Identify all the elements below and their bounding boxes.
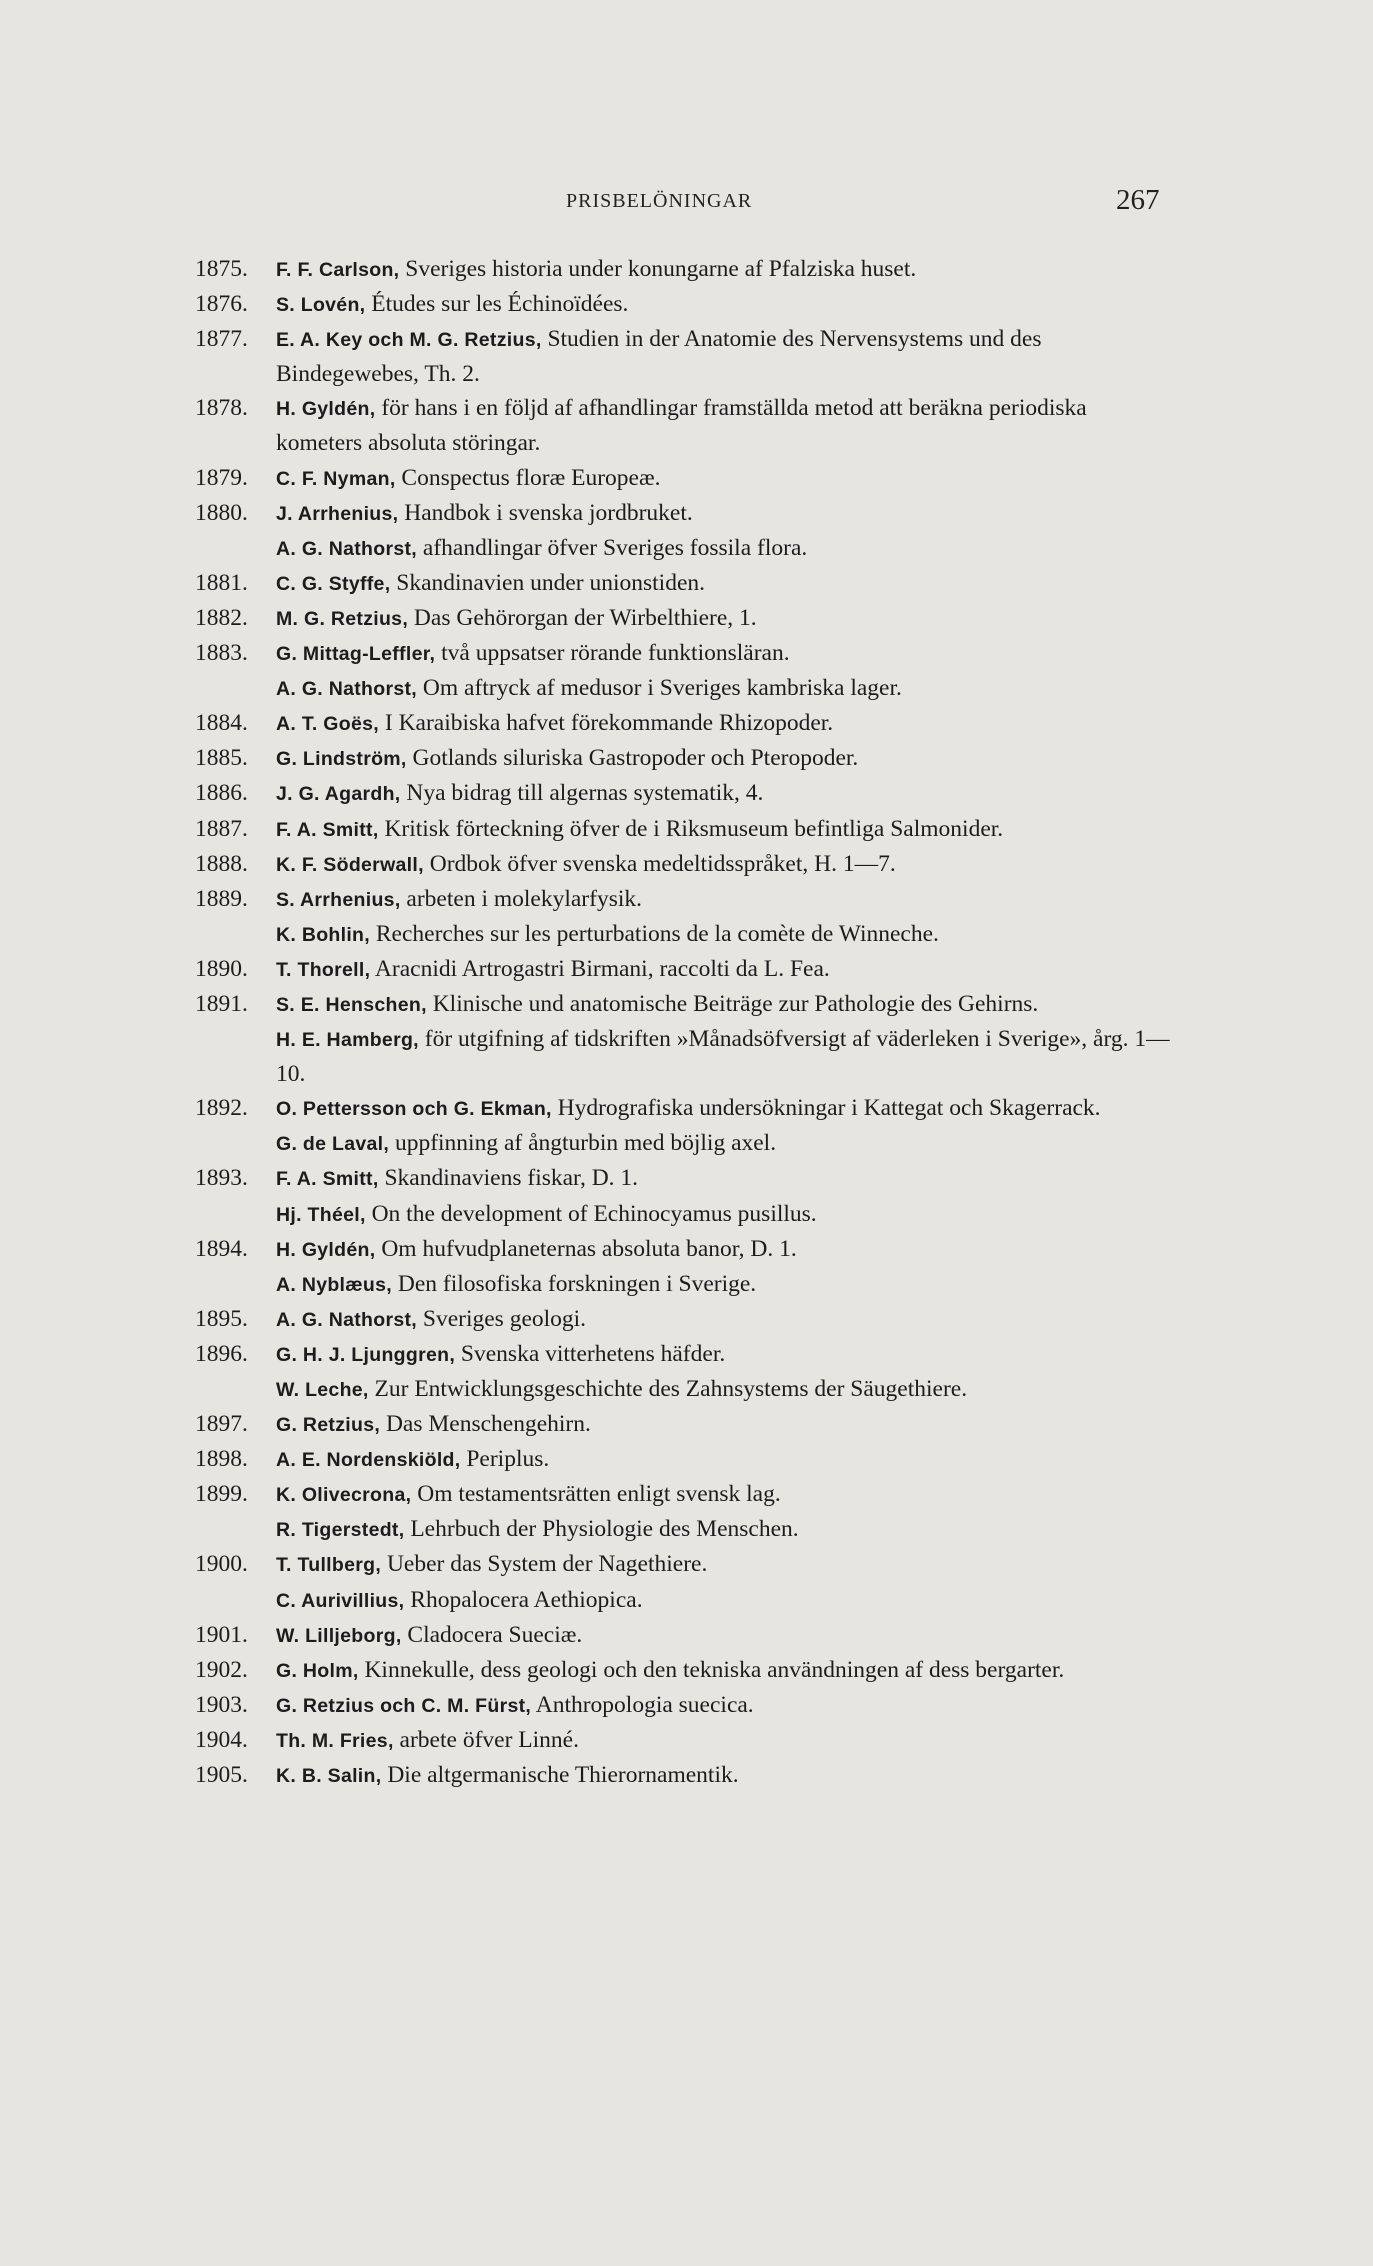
entry-author: H. Gyldén, [276, 1238, 376, 1261]
entry-work: Den filosofiska forskningen i Sverige. [397, 1270, 757, 1297]
entry-work: Periplus. [466, 1446, 550, 1473]
entry-author: O. Pettersson och G. Ekman, [276, 1098, 552, 1121]
entry-work: Aracnidi Artrogastri Birmani, raccolti da L. Fea. [374, 955, 830, 982]
entry-year: 1883. [195, 640, 248, 667]
entry-author: F. A. Smitt, [276, 1168, 379, 1191]
entry-work: Handbok i svenska jordbruket. [404, 499, 693, 526]
entry-author: A. T. Goës, [276, 713, 379, 736]
list-item [195, 1302, 1175, 1337]
list-item [195, 1407, 1175, 1442]
entry-author: G. de Laval, [276, 1133, 390, 1156]
list-item [195, 601, 1175, 636]
entry-work: Kritisk förteckning öfver de i Riksmuseum befintliga Salmonider. [384, 815, 1004, 842]
list-item [195, 1723, 1175, 1758]
list-item [195, 1442, 1175, 1477]
entry-work: Sveriges geologi. [422, 1305, 587, 1332]
entry-work: Cladocera Sueciæ. [407, 1621, 583, 1648]
entry-work: afhandlingar öfver Sveriges fossila flora. [422, 534, 808, 561]
entry-work: Das Menschengehirn. [385, 1411, 591, 1438]
list-item [195, 566, 1175, 601]
entry-year: 1891. [195, 990, 248, 1017]
entry-author: T. Thorell, [276, 958, 371, 981]
list-item [195, 882, 1175, 917]
entry-author: F. F. Carlson, [276, 259, 400, 281]
entry-year: 1886. [195, 780, 248, 807]
entry-author: C. F. Nyman, [276, 467, 396, 490]
entry-year: 1897. [195, 1411, 248, 1438]
list-item [195, 461, 1175, 496]
list-item [195, 391, 1175, 460]
entry-author: A. Nyblæus, [276, 1273, 392, 1296]
page-number: 267 [1116, 184, 1160, 216]
entry-work: Sveriges historia under konungarne af Pfalziska huset. [405, 256, 917, 282]
entry-year: 1888. [195, 850, 248, 877]
prize-list [195, 252, 1175, 1793]
entry-work: I Karaibiska hafvet förekommande Rhizopoder. [384, 710, 834, 737]
entry-year: 1894. [195, 1235, 248, 1262]
entry-author: W. Lilljeborg, [276, 1624, 402, 1647]
list-item [195, 1091, 1175, 1126]
list-item [195, 1022, 1175, 1091]
list-item [195, 917, 1175, 952]
entry-year: 1881. [195, 569, 248, 596]
entry-work: On the development of Echinocyamus pusillus. [371, 1200, 817, 1227]
entry-author: G. H. J. Ljunggren, [276, 1343, 456, 1366]
entry-work: två uppsatser rörande funktionsläran. [441, 640, 790, 667]
list-item [195, 741, 1175, 776]
entry-author: W. Leche, [276, 1379, 369, 1401]
entry-year: 1877. [195, 326, 248, 353]
entry-work: för utgifning af tidskriften »Månadsöfversigt af väderleken i Sverige», årg. 1—10. [276, 1026, 1170, 1088]
list-item [195, 1197, 1175, 1232]
entry-work: Hydrografiska undersökningar i Kattegat och Skagerrack. [557, 1095, 1101, 1122]
list-item [195, 1372, 1175, 1407]
entry-author: T. Tullberg, [276, 1554, 382, 1577]
list-item [195, 1583, 1175, 1618]
list-item [195, 1512, 1175, 1547]
entry-work: Svenska vitterhetens häfder. [460, 1340, 726, 1367]
list-item [195, 952, 1175, 987]
entry-year: 1882. [195, 604, 248, 631]
entry-work: Studien in der Anatomie des Nervensystems und des Bindegewebes, Th. 2. [276, 326, 1042, 388]
running-title: PRISBELÖNINGAR [566, 190, 753, 212]
entry-author: A. G. Nathorst, [276, 1308, 418, 1331]
entry-year: 1887. [195, 815, 248, 842]
entry-year: 1905. [195, 1762, 248, 1789]
entry-work: Gotlands siluriska Gastropoder och Pteropoder. [412, 745, 859, 772]
list-item [195, 1337, 1175, 1372]
entry-work: Études sur les Échinoïdées. [371, 291, 629, 318]
entry-author: S. Arrhenius, [276, 888, 401, 911]
list-item [195, 1688, 1175, 1723]
entry-year: 1885. [195, 745, 248, 772]
entry-year: 1903. [195, 1691, 248, 1718]
entry-work: för hans i en följd af afhandlingar framställda metod att beräkna periodiska kometers absoluta störingar. [276, 395, 1087, 457]
entry-author: S. E. Henschen, [276, 993, 427, 1016]
entry-year: 1880. [195, 499, 248, 526]
entry-author: F. A. Smitt, [276, 818, 379, 841]
entry-author: S. Lovén, [276, 294, 366, 317]
entry-year: 1900. [195, 1551, 248, 1578]
entry-author: Hj. Théel, [276, 1203, 366, 1226]
list-item [195, 496, 1175, 531]
entry-author: G. Mittag-Leffler, [276, 643, 436, 666]
entry-author: C. G. Styffe, [276, 572, 391, 595]
entry-year: 1876. [195, 291, 248, 318]
list-item [195, 322, 1175, 391]
list-item [195, 1126, 1175, 1161]
entry-work: Ordbok öfver svenska medeltidsspråket, H. 1—7. [429, 850, 896, 877]
entry-year: 1899. [195, 1481, 248, 1508]
entry-year: 1895. [195, 1305, 248, 1332]
list-item [195, 812, 1175, 847]
entry-work: Die altgermanische Thierornamentik. [387, 1762, 739, 1789]
entry-author: G. Lindström, [276, 748, 407, 771]
entry-work: Nya bidrag till algernas systematik, 4. [406, 780, 764, 807]
entry-author: C. Aurivillius, [276, 1589, 405, 1612]
entry-work: Ueber das System der Nagethiere. [386, 1551, 708, 1578]
entry-author: G. Holm, [276, 1659, 359, 1682]
entry-work: Om aftryck af medusor i Sveriges kambriska lager. [422, 675, 902, 702]
list-item [195, 847, 1175, 882]
entry-year: 1879. [195, 464, 248, 491]
list-item [195, 1618, 1175, 1653]
entry-work: uppfinning af ångturbin med böjlig axel. [394, 1130, 777, 1157]
entry-year: 1904. [195, 1726, 248, 1753]
entry-year: 1878. [195, 395, 248, 422]
list-item [195, 1547, 1175, 1582]
entry-author: G. Retzius, [276, 1414, 381, 1437]
entry-year: 1889. [195, 885, 248, 912]
entry-author: E. A. Key och M. G. Retzius, [276, 329, 542, 352]
entry-work: arbeten i molekylarfysik. [406, 885, 642, 912]
entry-author: M. G. Retzius, [276, 607, 409, 630]
list-item [195, 1267, 1175, 1302]
entry-author: A. E. Nordenskiöld, [276, 1449, 461, 1472]
entry-work: Rhopalocera Aethiopica. [410, 1586, 643, 1613]
list-item [195, 1161, 1175, 1196]
list-item [195, 287, 1175, 322]
list-item [195, 1758, 1175, 1793]
list-item [195, 1653, 1175, 1688]
entry-author: J. G. Agardh, [276, 783, 401, 806]
entry-author: G. Retzius och C. M. Fürst, [276, 1694, 532, 1717]
list-item [195, 776, 1175, 811]
entry-author: K. F. Söderwall, [276, 853, 424, 876]
entry-year: 1884. [195, 710, 248, 737]
entry-author: K. Bohlin, [276, 923, 370, 946]
entry-work: Zur Entwicklungsgeschichte des Zahnsystems der Säugethiere. [374, 1376, 968, 1402]
list-item [195, 636, 1175, 671]
entry-work: Das Gehörorgan der Wirbelthiere, 1. [413, 604, 757, 631]
entry-author: J. Arrhenius, [276, 502, 399, 525]
entry-year: 1901. [195, 1621, 248, 1648]
list-item [195, 252, 1175, 287]
entry-work: Kinnekulle, dess geologi och den tekniska användningen af dess bergarter. [364, 1656, 1065, 1683]
entry-work: Anthropologia suecica. [535, 1691, 754, 1718]
list-item [195, 671, 1175, 706]
list-item [195, 987, 1175, 1022]
entry-year: 1902. [195, 1656, 248, 1683]
entry-year: 1875. [195, 256, 248, 282]
entry-work: Klinische und anatomische Beiträge zur Pathologie des Gehirns. [432, 990, 1039, 1017]
entry-author: H. Gyldén, [276, 398, 376, 421]
entry-year: 1892. [195, 1095, 248, 1122]
list-item [195, 706, 1175, 741]
entry-work: Lehrbuch der Physiologie des Menschen. [410, 1516, 799, 1543]
entry-year: 1896. [195, 1340, 248, 1367]
entry-work: Recherches sur les perturbations de la comète de Winneche. [375, 920, 939, 947]
entry-author: A. G. Nathorst, [276, 678, 418, 701]
entry-work: arbete öfver Linné. [399, 1726, 579, 1753]
entry-year: 1893. [195, 1165, 248, 1192]
entry-work: Skandinavien under unionstiden. [396, 569, 706, 596]
list-item [195, 1232, 1175, 1267]
list-item [195, 1477, 1175, 1512]
entry-author: K. Olivecrona, [276, 1484, 412, 1507]
entry-work: Om testamentsrätten enligt svensk lag. [417, 1481, 781, 1508]
entry-work: Conspectus floræ Europeæ. [401, 464, 661, 491]
entry-work: Skandinaviens fiskar, D. 1. [384, 1165, 639, 1192]
entry-author: K. B. Salin, [276, 1765, 382, 1788]
entry-year: 1890. [195, 955, 248, 982]
entry-author: R. Tigerstedt, [276, 1519, 405, 1542]
entry-author: A. G. Nathorst, [276, 537, 418, 560]
entry-work: Om hufvudplaneternas absoluta banor, D. 1. [381, 1235, 797, 1262]
list-item [195, 531, 1175, 566]
entry-author: Th. M. Fries, [276, 1729, 394, 1752]
entry-author: H. E. Hamberg, [276, 1029, 419, 1052]
entry-year: 1898. [195, 1446, 248, 1473]
